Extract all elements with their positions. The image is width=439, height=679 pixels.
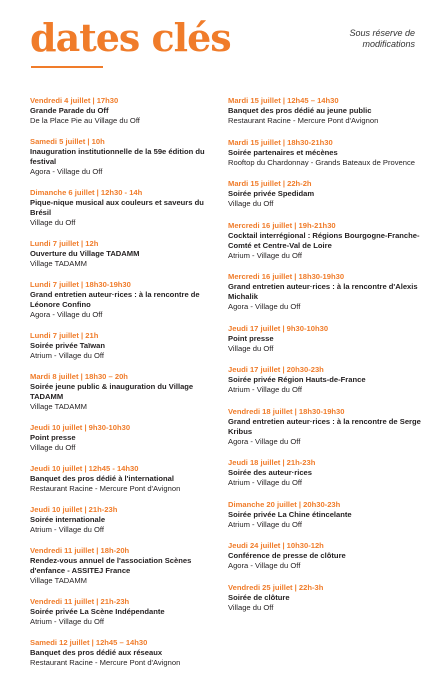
- event-place: Agora - Village du Off: [228, 561, 301, 570]
- event-date: Vendredi 25 juillet | 22h-3h: [228, 582, 324, 592]
- event-name: Grande Parade du Off: [30, 106, 109, 115]
- event-place: Atrium - Village du Off: [228, 478, 303, 487]
- event-date: Mardi 15 juillet | 12h45 – 14h30: [228, 96, 339, 105]
- event-place: Restaurant Racine - Mercure Pont d'Avignon: [30, 484, 181, 493]
- event-place: Village TADAMM: [30, 259, 87, 268]
- event-name: Soirée privée Taïwan: [30, 341, 105, 350]
- event-place: Agora - Village du Off: [30, 310, 103, 319]
- event-item: [30, 546, 226, 586]
- event-date: Jeudi 17 juillet | 9h30-10h30: [228, 323, 329, 333]
- event-item: [30, 638, 226, 668]
- left-column: [30, 96, 226, 679]
- event-date: Samedi 12 juillet | 12h45 – 14h30: [30, 638, 148, 647]
- event-date: Jeudi 10 juillet | 21h-23h: [30, 505, 118, 514]
- event-name: Soirée privée Spedidam: [228, 189, 315, 198]
- event-item: [228, 407, 428, 447]
- event-place: Village du Off: [228, 343, 274, 353]
- title-underline: [31, 66, 103, 68]
- event-item: [228, 96, 428, 126]
- event-name: Soirée partenaires et mécènes: [228, 147, 338, 157]
- event-name: Inauguration institutionnelle de la 59e édition du festival: [30, 147, 205, 166]
- event-item: [30, 137, 226, 177]
- event-item: [228, 138, 428, 168]
- event-date: Vendredi 11 juillet | 21h-23h: [30, 597, 130, 606]
- event-name: Point presse: [30, 433, 76, 442]
- event-item: [228, 221, 428, 261]
- event-date: Jeudi 10 juillet | 12h45 - 14h30: [30, 464, 139, 473]
- event-place: Atrium - Village du Off: [228, 250, 303, 260]
- event-date: Jeudi 24 juillet | 10h30-12h: [228, 541, 324, 550]
- event-date: Jeudi 17 juillet | 20h30-23h: [228, 365, 324, 374]
- event-date: Jeudi 10 juillet | 9h30-10h30: [30, 423, 131, 432]
- event-item: [228, 365, 428, 395]
- event-name: Banquet des pros dédié aux réseaux: [30, 648, 163, 657]
- event-name: Grand entretien auteur·rices : à la rencontre de Léonore Confino: [30, 290, 200, 309]
- event-name: Ouverture du Village TADAMM: [30, 249, 140, 258]
- event-item: [30, 372, 226, 412]
- event-place: De la Place Pie au Village du Off: [30, 116, 140, 125]
- event-place: Village du Off: [228, 199, 274, 208]
- event-place: Village du Off: [228, 602, 274, 612]
- event-place: Atrium - Village du Off: [30, 617, 105, 626]
- event-name: Soirée privée Région Hauts-de-France: [228, 375, 366, 384]
- event-place: Village du Off: [30, 218, 76, 227]
- event-date: Mardi 15 juillet | 18h30-21h30: [228, 137, 333, 147]
- event-item: [228, 500, 428, 530]
- event-date: Vendredi 18 juillet | 18h30-19h30: [228, 406, 345, 416]
- event-place: Atrium - Village du Off: [228, 519, 303, 529]
- event-place: Atrium - Village du Off: [30, 351, 105, 360]
- notice-text: Sous réserve de modifications: [349, 28, 415, 49]
- event-item: [228, 458, 428, 488]
- event-name: Conférence de presse de clôture: [228, 551, 346, 560]
- event-item: [30, 188, 226, 228]
- event-place: Atrium - Village du Off: [228, 385, 303, 394]
- event-item: [30, 280, 226, 320]
- event-date: Vendredi 11 juillet | 18h-20h: [30, 546, 130, 555]
- event-date: Mardi 15 juillet | 22h-2h: [228, 179, 312, 188]
- event-date: Mardi 8 juillet | 18h30 – 20h: [30, 372, 128, 381]
- event-place: Atrium - Village du Off: [30, 525, 105, 534]
- event-date: Lundi 7 juillet | 18h30-19h30: [30, 280, 131, 289]
- event-date: Samedi 5 juillet | 10h: [30, 137, 105, 146]
- event-date: Dimanche 20 juillet | 20h30-23h: [228, 499, 341, 509]
- event-date: Lundi 7 juillet | 12h: [30, 239, 99, 248]
- event-date: Lundi 7 juillet | 21h: [30, 331, 99, 340]
- event-name: Pique-nique musical aux couleurs et saveurs du Brésil: [30, 198, 204, 217]
- event-name: Rendez-vous annuel de l'association Scènes d'enfance - ASSITEJ France: [30, 556, 192, 575]
- event-date: Mercredi 16 juillet | 18h30-19h30: [228, 272, 345, 281]
- event-name: Cocktail interrégional : Régions Bourgogne-Franche-Comté et Centre-Val de Loire: [228, 230, 420, 250]
- page-title: dates clés: [30, 15, 231, 60]
- event-name: Soirée privée La Scène Indépendante: [30, 607, 165, 616]
- event-name: Banquet des pros dédié à l'international: [30, 474, 175, 483]
- event-place: Agora - Village du Off: [228, 436, 301, 446]
- event-place: Village TADAMM: [30, 402, 87, 411]
- event-place: Agora - Village du Off: [30, 167, 103, 176]
- event-date: Jeudi 18 juillet | 21h-23h: [228, 458, 316, 467]
- event-date: Mercredi 16 juillet | 19h-21h30: [228, 220, 336, 230]
- event-name: Grand entretien auteur·rices : à la rencontre d'Alexis Michalik: [228, 282, 418, 301]
- event-place: Village du Off: [30, 443, 76, 452]
- event-item: [228, 272, 428, 312]
- event-item: [30, 505, 226, 535]
- event-place: Village TADAMM: [30, 576, 87, 585]
- event-item: [228, 583, 428, 613]
- event-place: Rooftop du Chardonnay - Grands Bateaux de Provence: [228, 157, 416, 167]
- event-name: Soirée des auteur·rices: [228, 468, 312, 477]
- event-item: [228, 179, 428, 209]
- event-item: [228, 324, 428, 354]
- event-item: [228, 541, 428, 571]
- event-item: [30, 239, 226, 269]
- event-place: Restaurant Racine - Mercure Pont d'Avignon: [228, 116, 379, 125]
- event-date: Dimanche 6 juillet | 12h30 - 14h: [30, 188, 143, 197]
- event-item: [30, 96, 226, 126]
- event-name: Point presse: [228, 333, 274, 343]
- event-name: Banquet des pros dédié au jeune public: [228, 106, 372, 115]
- right-column: [228, 96, 428, 624]
- event-item: [30, 464, 226, 494]
- event-name: Soirée jeune public & inauguration du Village TADAMM: [30, 382, 194, 401]
- event-place: Agora - Village du Off: [228, 302, 301, 311]
- event-item: [30, 597, 226, 627]
- event-name: Soirée internationale: [30, 515, 106, 524]
- event-item: [30, 423, 226, 453]
- event-date: Vendredi 4 juillet | 17h30: [30, 96, 119, 105]
- event-name: Grand entretien auteur·rices : à la rencontre de Serge Kribus: [228, 416, 421, 436]
- event-name: Soirée privée La Chine étincelante: [228, 509, 352, 519]
- event-item: [30, 331, 226, 361]
- event-place: Restaurant Racine - Mercure Pont d'Avignon: [30, 658, 181, 667]
- event-name: Soirée de clôture: [228, 592, 290, 602]
